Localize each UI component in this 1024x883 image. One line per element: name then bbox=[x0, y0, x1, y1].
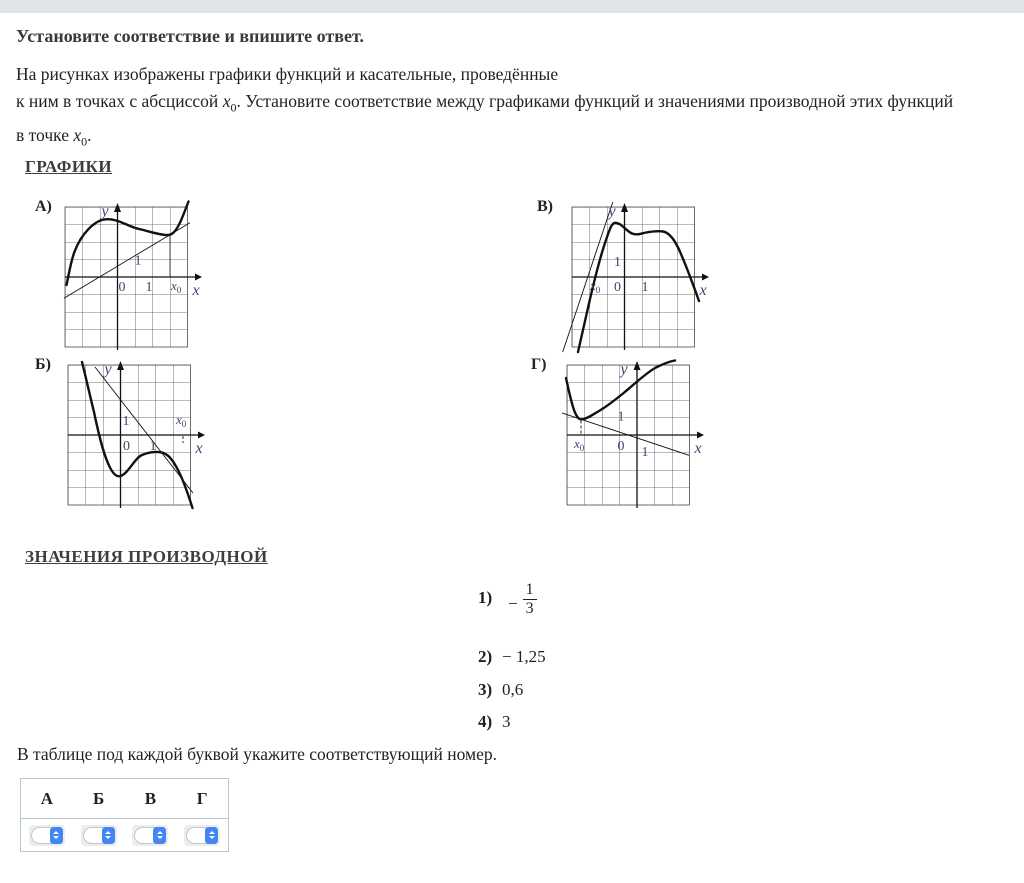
graph-b-letter: Б) bbox=[35, 356, 51, 373]
unit-x-label: 1 bbox=[145, 280, 153, 295]
header-v: В bbox=[144, 788, 157, 808]
x-axis-label: x bbox=[195, 440, 203, 457]
value-2-number: 2) bbox=[478, 647, 493, 666]
header-b: Б bbox=[93, 788, 105, 808]
stepper-buttons[interactable] bbox=[153, 827, 166, 844]
x0-label: x0 bbox=[176, 412, 187, 429]
y-axis-label: y bbox=[620, 361, 628, 378]
graph-b-figure bbox=[62, 360, 232, 512]
graphs-heading: ГРАФИКИ bbox=[25, 157, 113, 176]
y-axis-label: y bbox=[104, 361, 112, 378]
values-heading: ЗНАЧЕНИЯ ПРОИЗВОДНОЙ bbox=[25, 547, 268, 566]
value-item-2 bbox=[478, 647, 546, 667]
graph-a-letter: А) bbox=[35, 198, 52, 215]
graph-a-figure bbox=[59, 202, 229, 354]
x0-variable: x bbox=[222, 91, 231, 111]
answer-input-v[interactable] bbox=[132, 825, 168, 846]
value-3-value: 0,6 bbox=[502, 680, 524, 699]
origin-label: 0 bbox=[118, 280, 126, 295]
unit-x-label: 1 bbox=[149, 439, 157, 454]
answer-table-inputs bbox=[21, 819, 228, 851]
value-item-3 bbox=[478, 680, 523, 700]
answer-input-b[interactable] bbox=[81, 825, 117, 846]
step-up-icon[interactable] bbox=[105, 831, 111, 834]
graph-g-letter: Г) bbox=[531, 356, 547, 373]
unit-x-label: 1 bbox=[641, 445, 649, 460]
answer-input-a[interactable] bbox=[29, 825, 65, 846]
x-axis-label: x bbox=[699, 282, 707, 299]
y-axis-label: y bbox=[608, 203, 616, 220]
value-1-number: 1) bbox=[478, 588, 493, 608]
description-line3-end: . bbox=[87, 124, 92, 145]
stepper-buttons[interactable] bbox=[50, 827, 63, 844]
task-description bbox=[16, 61, 1016, 155]
x0-subscript: 0 bbox=[230, 100, 237, 115]
page-title: Установите соответствие и впишите ответ. bbox=[16, 26, 364, 46]
value-1-fraction bbox=[502, 581, 537, 618]
value-4-value: 3 bbox=[502, 712, 511, 731]
y-axis-label: y bbox=[101, 203, 109, 220]
value-2-value: − 1,25 bbox=[502, 647, 546, 666]
value-4-number: 4) bbox=[478, 712, 493, 731]
x-axis-arrow bbox=[702, 274, 709, 281]
value-item-1 bbox=[478, 581, 537, 618]
minus-sign: − bbox=[508, 594, 518, 613]
value-3-number: 3) bbox=[478, 680, 493, 699]
top-bar bbox=[0, 0, 1024, 13]
step-down-icon[interactable] bbox=[53, 836, 59, 839]
fraction-numerator: 1 bbox=[525, 581, 534, 598]
origin-label: 0 bbox=[617, 439, 625, 454]
unit-y-label: 1 bbox=[614, 255, 621, 270]
description-line3: в точке bbox=[16, 124, 74, 145]
x-axis-arrow bbox=[195, 274, 202, 281]
description-line2: к ним в точках с абсциссой bbox=[16, 91, 223, 111]
step-down-icon[interactable] bbox=[209, 836, 215, 839]
answer-table bbox=[20, 778, 229, 852]
answer-table-header bbox=[21, 779, 228, 819]
graph-v-figure bbox=[566, 202, 736, 354]
origin-label: 0 bbox=[123, 439, 130, 454]
unit-x-label: 1 bbox=[641, 280, 649, 295]
step-up-icon[interactable] bbox=[209, 831, 215, 834]
header-a: А bbox=[40, 788, 54, 808]
x-axis-arrow bbox=[198, 432, 205, 439]
header-g: Г bbox=[196, 788, 208, 808]
stepper-buttons[interactable] bbox=[205, 827, 218, 844]
x0-subscript: 0 bbox=[81, 134, 88, 148]
step-up-icon[interactable] bbox=[157, 831, 163, 834]
graph-v-letter: В) bbox=[537, 198, 553, 215]
x-axis-arrow bbox=[697, 432, 704, 439]
fraction-denominator: 3 bbox=[523, 599, 537, 618]
graph-g-figure bbox=[561, 360, 731, 512]
step-down-icon[interactable] bbox=[105, 836, 111, 839]
description-line2-cont: . Установите соответствие между графиками функций и значениями производной этих функций bbox=[236, 91, 954, 111]
x0-variable: x bbox=[73, 124, 82, 145]
stepper-buttons[interactable] bbox=[102, 827, 115, 844]
unit-y-label: 1 bbox=[617, 409, 625, 425]
unit-y-label: 1 bbox=[134, 253, 142, 269]
x0-label: x0 bbox=[590, 278, 601, 295]
x-axis-label: x bbox=[694, 440, 702, 457]
step-up-icon[interactable] bbox=[53, 831, 59, 834]
x-axis-label: x bbox=[192, 282, 200, 299]
x0-label: x0 bbox=[171, 278, 182, 295]
step-down-icon[interactable] bbox=[157, 836, 163, 839]
unit-y-label: 1 bbox=[122, 414, 130, 429]
answer-input-g[interactable] bbox=[184, 825, 220, 846]
origin-label: 0 bbox=[614, 280, 621, 295]
x0-label: x0 bbox=[574, 436, 585, 453]
description-line1: На рисунках изображены графики функций и касательные, проведённые bbox=[16, 64, 559, 84]
value-item-4 bbox=[478, 712, 511, 732]
table-instruction: В таблице под каждой буквой укажите соответствующий номер. bbox=[17, 744, 497, 764]
